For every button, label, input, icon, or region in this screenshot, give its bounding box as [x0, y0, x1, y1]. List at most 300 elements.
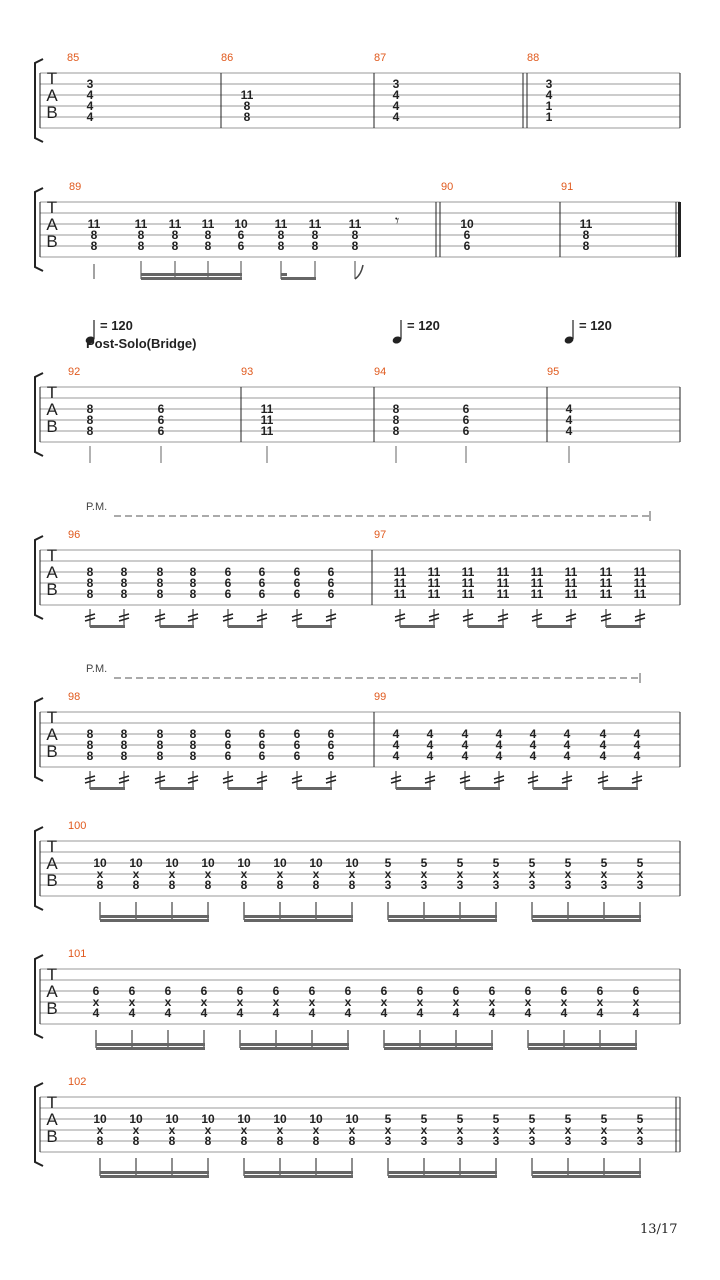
- fret-number: 8: [132, 1134, 140, 1148]
- fret-number: 4: [596, 1006, 604, 1020]
- tab-clef-letter: T: [46, 383, 58, 402]
- fret-number: x: [564, 867, 572, 881]
- fret-number: x: [272, 995, 280, 1009]
- fret-number: 3: [384, 1134, 392, 1148]
- note-beam: [606, 625, 641, 628]
- fret-number: 4: [633, 749, 641, 763]
- fret-number: 5: [564, 1112, 572, 1126]
- fret-number: x: [492, 867, 500, 881]
- fret-number: x: [240, 867, 248, 881]
- fret-number: 4: [164, 1006, 172, 1020]
- fret-number: 8: [351, 239, 359, 253]
- fret-number: 10: [237, 856, 251, 870]
- fret-number: 6: [293, 727, 301, 741]
- fret-number: 8: [86, 587, 94, 601]
- fret-number: 11: [348, 217, 362, 231]
- fret-number: 11: [240, 88, 254, 102]
- fret-number: 8: [392, 424, 400, 438]
- tab-clef-letter: B: [46, 417, 58, 436]
- fret-number: 11: [134, 217, 148, 231]
- fret-number: x: [348, 867, 356, 881]
- fret-number: 1: [545, 99, 553, 113]
- note-beam: [384, 1043, 493, 1046]
- fret-number: 8: [240, 1134, 248, 1148]
- fret-number: 10: [93, 856, 107, 870]
- fret-number: 4: [452, 1006, 460, 1020]
- tab-clef-letter: B: [46, 999, 58, 1018]
- fret-number: 8: [204, 1134, 212, 1148]
- fret-number: 5: [600, 856, 608, 870]
- fret-number: 11: [599, 565, 613, 579]
- fret-number: 8: [311, 239, 319, 253]
- fret-number: 8: [120, 587, 128, 601]
- fret-number: 3: [420, 1134, 428, 1148]
- note-beam: [244, 919, 353, 922]
- system-bracket: [35, 188, 43, 271]
- fret-number: 6: [327, 587, 335, 601]
- fret-number: 6: [258, 576, 266, 590]
- system-bracket: [35, 827, 43, 910]
- fret-number: 5: [636, 856, 644, 870]
- palm-mute-label: P.M.: [86, 501, 108, 513]
- note-beam: [528, 1047, 637, 1050]
- fret-number: 8: [86, 402, 94, 416]
- fret-number: 11: [427, 565, 441, 579]
- fret-number: 6: [200, 984, 208, 998]
- tab-clef-letter: A: [46, 563, 58, 582]
- page-number: 13/17: [640, 1222, 678, 1237]
- fret-number: 8: [277, 239, 285, 253]
- measure-number: 101: [68, 948, 87, 960]
- fret-number: 11: [530, 565, 544, 579]
- final-barline: [678, 202, 681, 257]
- tempo-marking: = 120: [100, 318, 133, 333]
- fret-number: 8: [168, 1134, 176, 1148]
- fret-number: 8: [156, 587, 164, 601]
- fret-number: 10: [309, 856, 323, 870]
- fret-number: 4: [426, 749, 434, 763]
- note-beam: [240, 1047, 349, 1050]
- fret-number: 1: [545, 110, 553, 124]
- note-beam: [96, 1047, 205, 1050]
- note-beam: [100, 1171, 209, 1174]
- fret-number: 8: [243, 99, 251, 113]
- fret-number: 8: [348, 1134, 356, 1148]
- note-beam: [228, 787, 263, 790]
- fret-number: 8: [86, 576, 94, 590]
- fret-number: 6: [92, 984, 100, 998]
- fret-number: 8: [312, 1134, 320, 1148]
- tab-clef-letter: T: [46, 708, 58, 727]
- fret-number: 6: [258, 587, 266, 601]
- tab-clef-letter: T: [46, 546, 58, 565]
- note-beam: [100, 919, 209, 922]
- fret-number: x: [384, 867, 392, 881]
- fret-number: x: [236, 995, 244, 1009]
- tab-clef-letter: B: [46, 232, 58, 251]
- fret-number: 6: [293, 587, 301, 601]
- fret-number: x: [132, 867, 140, 881]
- measure-number: 88: [527, 52, 540, 64]
- fret-number: 4: [599, 749, 607, 763]
- fret-number: 3: [600, 878, 608, 892]
- note-beam: [141, 277, 242, 280]
- fret-number: x: [96, 867, 104, 881]
- fret-number: x: [560, 995, 568, 1009]
- fret-number: 4: [86, 88, 94, 102]
- fret-number: 4: [560, 1006, 568, 1020]
- fret-number: 8: [86, 738, 94, 752]
- system-bracket: [35, 373, 43, 456]
- note-beam: [141, 273, 242, 276]
- tab-clef-letter: T: [46, 965, 58, 984]
- fret-number: 8: [90, 239, 98, 253]
- fret-number: 8: [137, 228, 145, 242]
- fret-number: 8: [204, 228, 212, 242]
- fret-number: 8: [96, 878, 104, 892]
- fret-number: 8: [189, 565, 197, 579]
- fret-number: 8: [120, 576, 128, 590]
- fret-number: 8: [86, 413, 94, 427]
- fret-number: 8: [168, 878, 176, 892]
- fret-number: x: [204, 1123, 212, 1137]
- note-beam: [100, 1175, 209, 1178]
- fret-number: 11: [564, 565, 578, 579]
- fret-number: 6: [560, 984, 568, 998]
- fret-number: 4: [92, 1006, 100, 1020]
- fret-number: 8: [120, 727, 128, 741]
- note-beam: [160, 787, 194, 790]
- fret-number: 6: [327, 576, 335, 590]
- fret-number: 5: [528, 856, 536, 870]
- note-beam: [533, 787, 568, 790]
- fret-number: 3: [392, 77, 400, 91]
- note-beam: [532, 915, 641, 918]
- fret-number: 4: [392, 727, 400, 741]
- fret-number: 6: [224, 749, 232, 763]
- measure-number: 86: [221, 52, 234, 64]
- fret-number: x: [596, 995, 604, 1009]
- fret-number: 4: [461, 727, 469, 741]
- fret-number: 10: [309, 1112, 323, 1126]
- fret-number: 11: [260, 402, 274, 416]
- system-bracket: [35, 955, 43, 1038]
- fret-number: 4: [524, 1006, 532, 1020]
- fret-number: 8: [171, 228, 179, 242]
- fret-number: 6: [327, 749, 335, 763]
- fret-number: x: [164, 995, 172, 1009]
- fret-number: x: [636, 867, 644, 881]
- fret-number: 4: [565, 402, 573, 416]
- note-beam: [532, 919, 641, 922]
- measure-number: 92: [68, 366, 81, 378]
- fret-number: 8: [582, 228, 590, 242]
- fret-number: 4: [529, 749, 537, 763]
- fret-number: 4: [529, 727, 537, 741]
- fret-number: 8: [132, 878, 140, 892]
- fret-number: 4: [392, 99, 400, 113]
- fret-number: 10: [273, 856, 287, 870]
- fret-number: 8: [90, 228, 98, 242]
- fret-number: 11: [461, 587, 475, 601]
- fret-number: 4: [392, 749, 400, 763]
- fret-number: x: [632, 995, 640, 1009]
- fret-number: 6: [308, 984, 316, 998]
- tab-clef-letter: A: [46, 400, 58, 419]
- fret-number: 6: [293, 749, 301, 763]
- fret-number: 11: [564, 587, 578, 601]
- fret-number: 5: [420, 1112, 428, 1126]
- fret-number: 8: [277, 228, 285, 242]
- fret-number: 8: [120, 749, 128, 763]
- fret-number: 6: [224, 565, 232, 579]
- fret-number: 6: [258, 738, 266, 752]
- measure-number: 91: [561, 181, 574, 193]
- fret-number: 5: [420, 856, 428, 870]
- fret-number: 10: [273, 1112, 287, 1126]
- fret-number: 4: [416, 1006, 424, 1020]
- fret-number: 3: [600, 1134, 608, 1148]
- fret-number: 5: [492, 856, 500, 870]
- note-beam: [244, 1175, 353, 1178]
- fret-number: 4: [565, 413, 573, 427]
- fret-number: 3: [636, 1134, 644, 1148]
- fret-number: 4: [633, 738, 641, 752]
- note-beam: [388, 919, 497, 922]
- tab-clef-letter: A: [46, 215, 58, 234]
- tab-clef-letter: A: [46, 725, 58, 744]
- fret-number: 11: [260, 413, 274, 427]
- fret-number: 8: [348, 878, 356, 892]
- fret-number: 4: [563, 727, 571, 741]
- fret-number: 11: [564, 576, 578, 590]
- fret-number: 5: [600, 1112, 608, 1126]
- tab-clef-letter: T: [46, 1093, 58, 1112]
- fret-number: 8: [137, 239, 145, 253]
- note-beam: [228, 625, 263, 628]
- note-beam: [281, 277, 316, 280]
- note-beam: [100, 915, 209, 918]
- tab-clef-letter: T: [46, 69, 58, 88]
- fret-number: x: [600, 867, 608, 881]
- note-beam: [96, 1043, 205, 1046]
- measure-number: 87: [374, 52, 387, 64]
- note-beam: [532, 1175, 641, 1178]
- note-beam: [388, 915, 497, 918]
- fret-number: 5: [384, 856, 392, 870]
- fret-number: 10: [201, 1112, 215, 1126]
- fret-number: 6: [462, 413, 470, 427]
- note-beam: [388, 1171, 497, 1174]
- fret-number: 3: [456, 878, 464, 892]
- fret-number: 5: [456, 1112, 464, 1126]
- tab-clef-letter: B: [46, 1127, 58, 1146]
- fret-number: 4: [426, 738, 434, 752]
- fret-number: 10: [345, 856, 359, 870]
- fret-number: 11: [633, 565, 647, 579]
- fret-number: 10: [165, 856, 179, 870]
- tab-clef-letter: A: [46, 982, 58, 1001]
- measure-number: 102: [68, 1076, 87, 1088]
- note-beam: [281, 273, 287, 276]
- fret-number: 6: [596, 984, 604, 998]
- system-bracket: [35, 536, 43, 619]
- fret-number: 4: [272, 1006, 280, 1020]
- fret-number: 10: [237, 1112, 251, 1126]
- fret-number: 3: [492, 878, 500, 892]
- fret-number: x: [488, 995, 496, 1009]
- tab-clef-letter: B: [46, 871, 58, 890]
- fret-number: 5: [456, 856, 464, 870]
- fret-number: 4: [380, 1006, 388, 1020]
- fret-number: 6: [272, 984, 280, 998]
- fret-number: 8: [86, 565, 94, 579]
- fret-number: 4: [495, 727, 503, 741]
- fret-number: 8: [312, 878, 320, 892]
- fret-number: 4: [495, 749, 503, 763]
- fret-number: 6: [293, 576, 301, 590]
- fret-number: 10: [201, 856, 215, 870]
- fret-number: 4: [529, 738, 537, 752]
- note-beam: [244, 915, 353, 918]
- fret-number: 6: [293, 738, 301, 752]
- fret-number: x: [312, 867, 320, 881]
- fret-number: 11: [427, 587, 441, 601]
- system-bracket: [35, 59, 43, 142]
- fret-number: 6: [258, 749, 266, 763]
- fret-number: 5: [384, 1112, 392, 1126]
- fret-number: 11: [461, 565, 475, 579]
- fret-number: x: [456, 1123, 464, 1137]
- note-flag: [355, 265, 363, 279]
- fret-number: 8: [189, 587, 197, 601]
- fret-number: 6: [524, 984, 532, 998]
- note-beam: [400, 625, 435, 628]
- fret-number: 11: [579, 217, 593, 231]
- fret-number: x: [420, 867, 428, 881]
- fret-number: 6: [237, 228, 245, 242]
- fret-number: 4: [632, 1006, 640, 1020]
- fret-number: x: [168, 1123, 176, 1137]
- section-label: Post-Solo(Bridge): [86, 336, 197, 351]
- fret-number: 4: [563, 749, 571, 763]
- fret-number: x: [348, 1123, 356, 1137]
- fret-number: x: [600, 1123, 608, 1137]
- fret-number: x: [128, 995, 136, 1009]
- fret-number: 3: [545, 77, 553, 91]
- measure-number: 99: [374, 691, 387, 703]
- fret-number: 3: [528, 1134, 536, 1148]
- fret-number: 8: [276, 878, 284, 892]
- fret-number: 11: [393, 587, 407, 601]
- fret-number: 6: [224, 576, 232, 590]
- fret-number: 11: [633, 587, 647, 601]
- tab-clef-letter: T: [46, 198, 58, 217]
- fret-number: 8: [351, 228, 359, 242]
- fret-number: 6: [157, 402, 165, 416]
- measure-number: 96: [68, 529, 81, 541]
- fret-number: 11: [496, 565, 510, 579]
- fret-number: 8: [189, 727, 197, 741]
- fret-number: 8: [240, 878, 248, 892]
- fret-number: 6: [416, 984, 424, 998]
- system-bracket: [35, 1083, 43, 1166]
- fret-number: 11: [393, 576, 407, 590]
- fret-number: 4: [633, 727, 641, 741]
- fret-number: 8: [156, 576, 164, 590]
- eighth-rest: 𝄾: [395, 211, 400, 230]
- measure-number: 95: [547, 366, 560, 378]
- fret-number: 6: [258, 727, 266, 741]
- fret-number: 4: [392, 110, 400, 124]
- fret-number: x: [420, 1123, 428, 1137]
- fret-number: 6: [344, 984, 352, 998]
- note-beam: [297, 787, 332, 790]
- fret-number: 5: [636, 1112, 644, 1126]
- fret-number: 11: [599, 587, 613, 601]
- fret-number: 6: [452, 984, 460, 998]
- fret-number: 3: [86, 77, 94, 91]
- tempo-marking: = 120: [407, 318, 440, 333]
- note-beam: [90, 787, 125, 790]
- fret-number: 11: [496, 576, 510, 590]
- fret-number: 11: [168, 217, 182, 231]
- measure-number: 100: [68, 820, 87, 832]
- fret-number: 8: [276, 1134, 284, 1148]
- fret-number: x: [528, 867, 536, 881]
- note-beam: [90, 625, 125, 628]
- measure-number: 89: [69, 181, 82, 193]
- fret-number: 6: [462, 424, 470, 438]
- fret-number: 3: [564, 1134, 572, 1148]
- fret-number: x: [452, 995, 460, 1009]
- fret-number: 11: [87, 217, 101, 231]
- fret-number: 11: [461, 576, 475, 590]
- fret-number: 4: [308, 1006, 316, 1020]
- fret-number: 8: [120, 738, 128, 752]
- fret-number: 3: [636, 878, 644, 892]
- fret-number: x: [344, 995, 352, 1009]
- note-beam: [532, 1171, 641, 1174]
- fret-number: 4: [344, 1006, 352, 1020]
- fret-number: 4: [461, 738, 469, 752]
- tab-clef-letter: B: [46, 580, 58, 599]
- fret-number: x: [204, 867, 212, 881]
- fret-number: x: [492, 1123, 500, 1137]
- note-beam: [384, 1047, 493, 1050]
- fret-number: 8: [189, 576, 197, 590]
- fret-number: 4: [86, 110, 94, 124]
- fret-number: x: [416, 995, 424, 1009]
- measure-number: 94: [374, 366, 387, 378]
- fret-number: 4: [545, 88, 553, 102]
- fret-number: 8: [156, 727, 164, 741]
- fret-number: 8: [582, 239, 590, 253]
- fret-number: x: [132, 1123, 140, 1137]
- fret-number: 3: [528, 878, 536, 892]
- note-beam: [160, 625, 194, 628]
- tab-clef-letter: A: [46, 1110, 58, 1129]
- note-beam: [240, 1043, 349, 1046]
- palm-mute-label: P.M.: [86, 663, 108, 675]
- fret-number: 6: [380, 984, 388, 998]
- fret-number: 6: [632, 984, 640, 998]
- fret-number: 8: [156, 738, 164, 752]
- tab-clef-letter: B: [46, 742, 58, 761]
- fret-number: 4: [236, 1006, 244, 1020]
- fret-number: 8: [96, 1134, 104, 1148]
- fret-number: 6: [224, 738, 232, 752]
